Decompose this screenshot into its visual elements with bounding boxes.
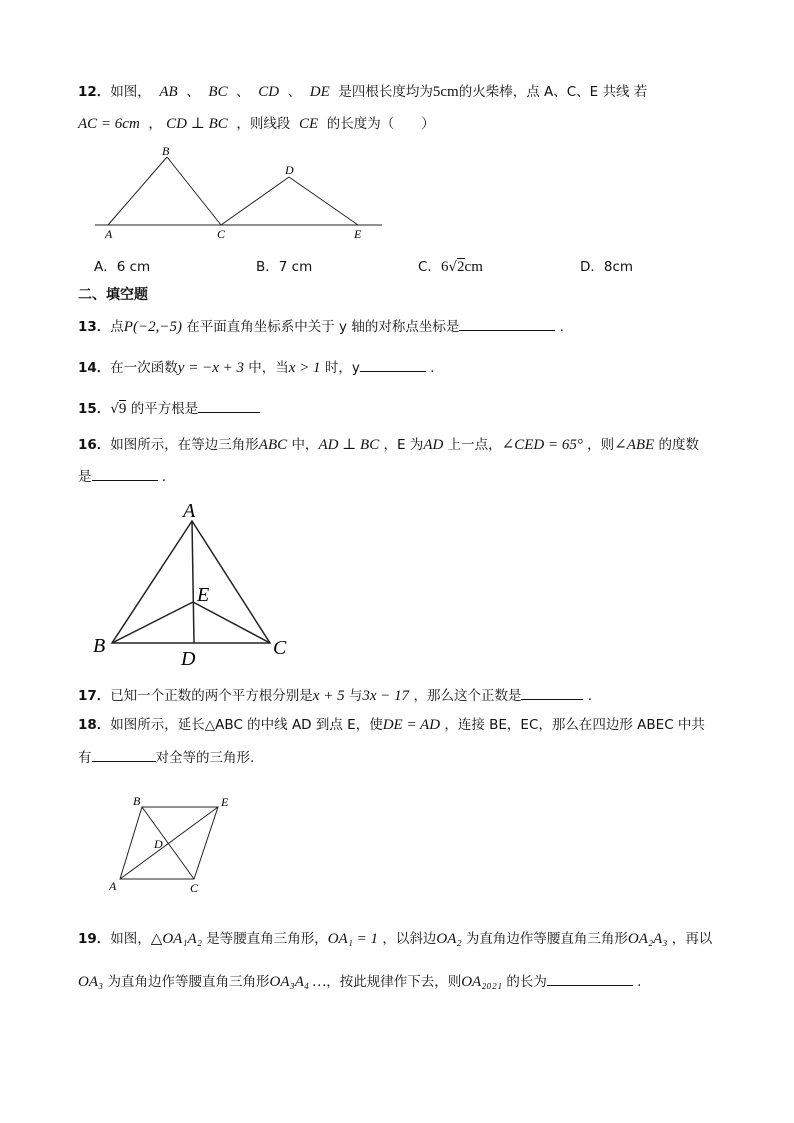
label-a: A: [105, 227, 113, 241]
q17: 17．已知一个正数的两个平方根分别是x + 5 与3x − 17 ，那么这个正数是 .: [78, 685, 592, 706]
q14: 14．在一次函数y = −x + 3 中，当x > 1 时，y .: [78, 357, 434, 378]
q12-line1: 12．如图， AB 、 BC 、 CD 、 DE 是四根长度均为5cm的火柴棒，点 A、C、E 共线 若: [78, 84, 648, 100]
sqrt-sign: √: [448, 259, 458, 275]
q18-line2: 有 对全等的三角形.: [78, 747, 254, 768]
label-c: C: [217, 227, 226, 241]
label-c: C: [273, 637, 287, 659]
label-d: D: [285, 163, 294, 177]
question-number: 13．: [78, 319, 111, 335]
question-number: 16．: [78, 437, 111, 453]
question-number: 18．: [78, 717, 111, 733]
label-e: E: [354, 227, 362, 241]
answer-blank[interactable]: [547, 971, 633, 986]
label-b: B: [162, 144, 170, 158]
section-title: 二、填空题: [78, 287, 148, 303]
label-e: E: [197, 584, 210, 606]
option-a[interactable]: A．6 cm: [94, 259, 151, 275]
option-c[interactable]: C．6√2cm: [418, 259, 483, 275]
question-number: 17．: [78, 688, 111, 704]
q13: 13．点P(−2,−5) 在平面直角坐标系中关于 y 轴的对称点坐标是 .: [78, 316, 564, 337]
question-number: 19．: [78, 931, 111, 947]
label-d: D: [154, 837, 163, 851]
q16-line2: 是 .: [78, 466, 166, 487]
question-number: 12．: [78, 84, 111, 100]
segment-ae: [120, 807, 218, 879]
label-b: B: [133, 794, 141, 808]
sqrt-sign: √: [110, 401, 119, 417]
q18-line1: 18．如图所示，延长△ABC 的中线 AD 到点 E，使DE = AD ，连接 BE，EC，那么在四边形 ABEC 中共: [78, 717, 705, 733]
segment-bc: [142, 807, 194, 879]
question-number: 15．: [78, 401, 111, 417]
label-a: A: [183, 500, 196, 522]
q16-line1: 16．如图所示，在等边三角形ABC 中，AD ⊥ BC ，E 为AD 上一点，∠CED = 65° ，则∠ABE 的度数: [78, 437, 699, 453]
option-b[interactable]: B．7 cm: [256, 259, 313, 275]
question-number: 14．: [78, 360, 111, 376]
label-e: E: [221, 795, 229, 809]
q19-line2: OA₃ 为直角边作等腰直角三角形OA₃A₄ …，按此规律作下去，则OA₂₀₂₁ 的长为 .: [78, 971, 641, 992]
q15: 15．√9 的平方根是: [78, 398, 260, 419]
label-b: B: [93, 635, 106, 657]
q12-line2: AC = 6cm ， CD ⊥ BC ，则线段 CE 的长度为（ ）: [78, 116, 435, 132]
label-d: D: [181, 648, 196, 670]
label-c: C: [190, 881, 199, 895]
q19-line1: 19．如图，△OA₁A₂ 是等腰直角三角形，OA₁ = 1 ，以斜边OA₂ 为直角边作等腰直角三角形OA₂A₃ ，再以: [78, 931, 713, 947]
label-a: A: [109, 879, 117, 893]
option-d[interactable]: D．8cm: [580, 259, 634, 275]
